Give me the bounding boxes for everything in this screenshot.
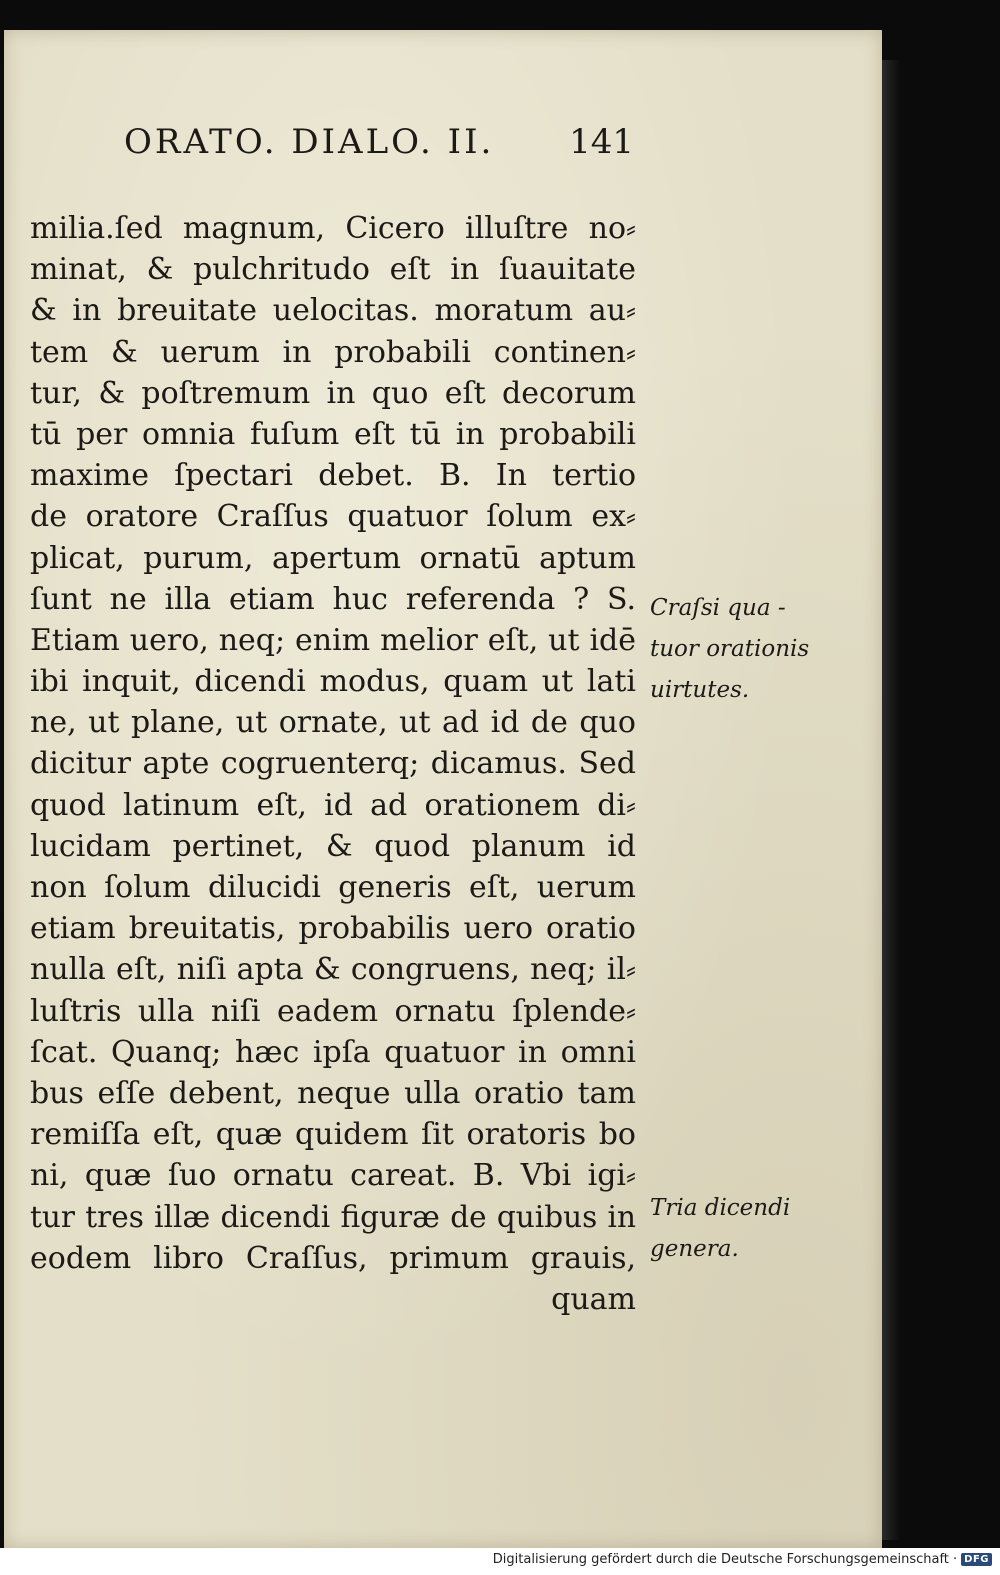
footer-credit [493,1552,992,1567]
text-line: lucidam pertinet, & quod planum id [30,828,636,864]
text-line: bus eſſe debent, neque ulla oratio tam [30,1075,636,1111]
text-line: remiſſa eſt, quæ quidem ſit oratoris bo [30,1117,636,1153]
text-line: ne, ut plane, ut ornate, ut ad id de quo [30,705,636,741]
marginal-note-line: tuor orationis [650,636,810,662]
marginal-note-tria [650,1188,790,1270]
marginal-note-crassi [650,588,809,711]
text-line: Etiam uero, neq; enim melior eſt, ut idē [30,622,636,658]
text-line: luſtris ulla niſi eadem ornatu ſplende⸗ [30,993,636,1029]
text-line: eodem libro Craſſus, primum grauis, [30,1240,636,1276]
text-line: plicat, purum, apertum ornatū aptum [30,540,636,576]
text-line: tū per omnia fuſum eſt tū in probabili [30,416,636,452]
text-line: minat, & pulchritudo eſt in ſuauitate [30,252,636,288]
page-number: 141 [569,122,634,162]
text-line: dicitur apte cogruenterq; dicamus. Sed [30,746,636,782]
text-line: tur, & poſtremum in quo eſt decorum [30,375,636,411]
footer-credit-text: Digitalisierung gefördert durch die Deutsche Forschungsgemeinschaft · [492,1552,958,1567]
marginal-note-line: genera. [650,1236,739,1262]
page-edge-shadow [882,60,900,1540]
marginal-note-line: Craſsi qua - [650,595,786,621]
text-line: maxime ſpectari debet. B. In tertio [30,458,636,494]
text-line: ſunt ne illa etiam huc referenda ? S. [30,581,636,617]
text-line: quod latinum eſt, id ad orationem di⸗ [30,787,636,823]
book-page [4,30,882,1548]
text-line: de oratore Craſſus quatuor ſolum ex⸗ [30,499,636,535]
text-line: ſcat. Quanq; hæc ipſa quatuor in omni [30,1034,636,1070]
marginal-note-line: uirtutes. [650,677,750,703]
text-line: & in breuitate uelocitas. moratum au⸗ [30,293,636,329]
running-head: ORATO. DIALO. II. [124,122,495,162]
text-line: non ſolum dilucidi generis eſt, uerum [30,870,636,905]
dfg-logo: DFG [961,1553,992,1566]
text-line: tem & uerum in probabili continen⸗ [30,334,636,370]
text-line: tur tres illæ dicendi figuræ de quibus in [30,1199,636,1234]
text-line: ibi inquit, dicendi modus, quam ut lati [30,664,636,700]
marginal-note-line: Tria dicendi [650,1195,791,1221]
text-line: ni, quæ ſuo ornatu careat. B. Vbi igi⸗ [30,1158,636,1194]
text-line: nulla eſt, niſi apta & congruens, neq; il⸗ [30,952,636,988]
catchword: quam [551,1281,636,1317]
text-line: milia.ſed magnum, Cicero illuſtre no⸗ [30,211,636,246]
body-text [30,208,636,1320]
text-line: etiam breuitatis, probabilis uero oratio [30,911,636,947]
